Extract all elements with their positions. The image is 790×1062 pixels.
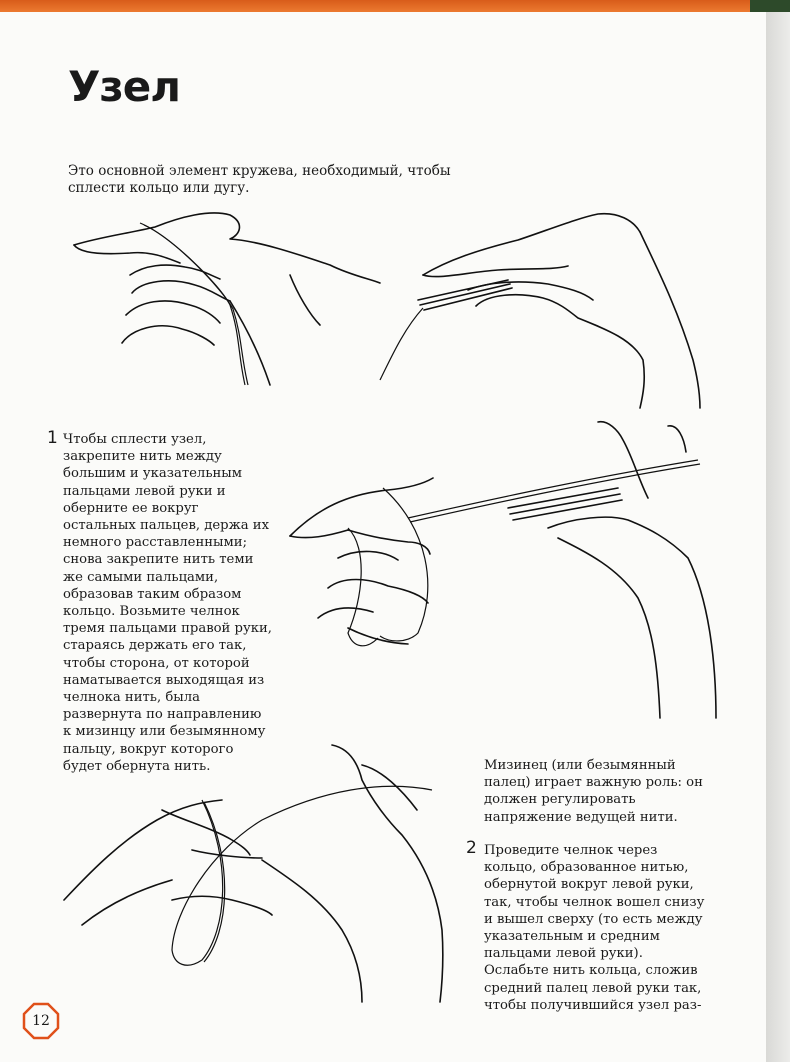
pinky-note: Мизинец (или безымянный палец) играет важную роль: он должен регулировать напряжение ведущей нити. [484,758,703,825]
illustration-right-hand-shuttle [378,210,708,410]
page-title: Узел [68,62,181,111]
step-1-number: 1 [47,428,58,448]
page-gutter [766,12,790,1062]
illustration-shuttle-through-ring [62,740,452,1005]
intro-paragraph: Это основной элемент кружева, необходимый, чтобы сплести кольцо или дугу. [68,163,451,196]
page-number-badge [22,1002,60,1040]
book-top-edge [0,0,790,12]
page-number: 12 [32,1013,50,1029]
step-2-text: Проведите челнок через кольцо, образованное нитью, обернутой вокруг левой руки, так, чтобы челнок вошел снизу и вышел сверху (то есть между указательным и средним пальцами левой руки). Ослабьте нить кольца, сложив средний палец левой руки так, чтобы получившийся узел раз- [484,843,705,1013]
illustration-left-hand [70,205,390,390]
step-1-text: Чтобы сплести узел, закрепите нить между большим и указательным пальцами левой руки и оберните ее вокруг остальных пальцев, держа их немного расставленными; снова закрепите нить теми же самыми пальцами, образовав таким образом кольцо. Возьмите челнок тремя пальцами правой руки, стараясь держать его так, чтобы сторона, от которой наматывается выходящая из челнока нить, была развернута по направлению к мизинцу или безымянному пальцу, вокруг которого будет обернута нить. [63,432,272,774]
illustration-both-hands-ring [288,418,718,733]
step-2-number: 2 [466,838,477,858]
